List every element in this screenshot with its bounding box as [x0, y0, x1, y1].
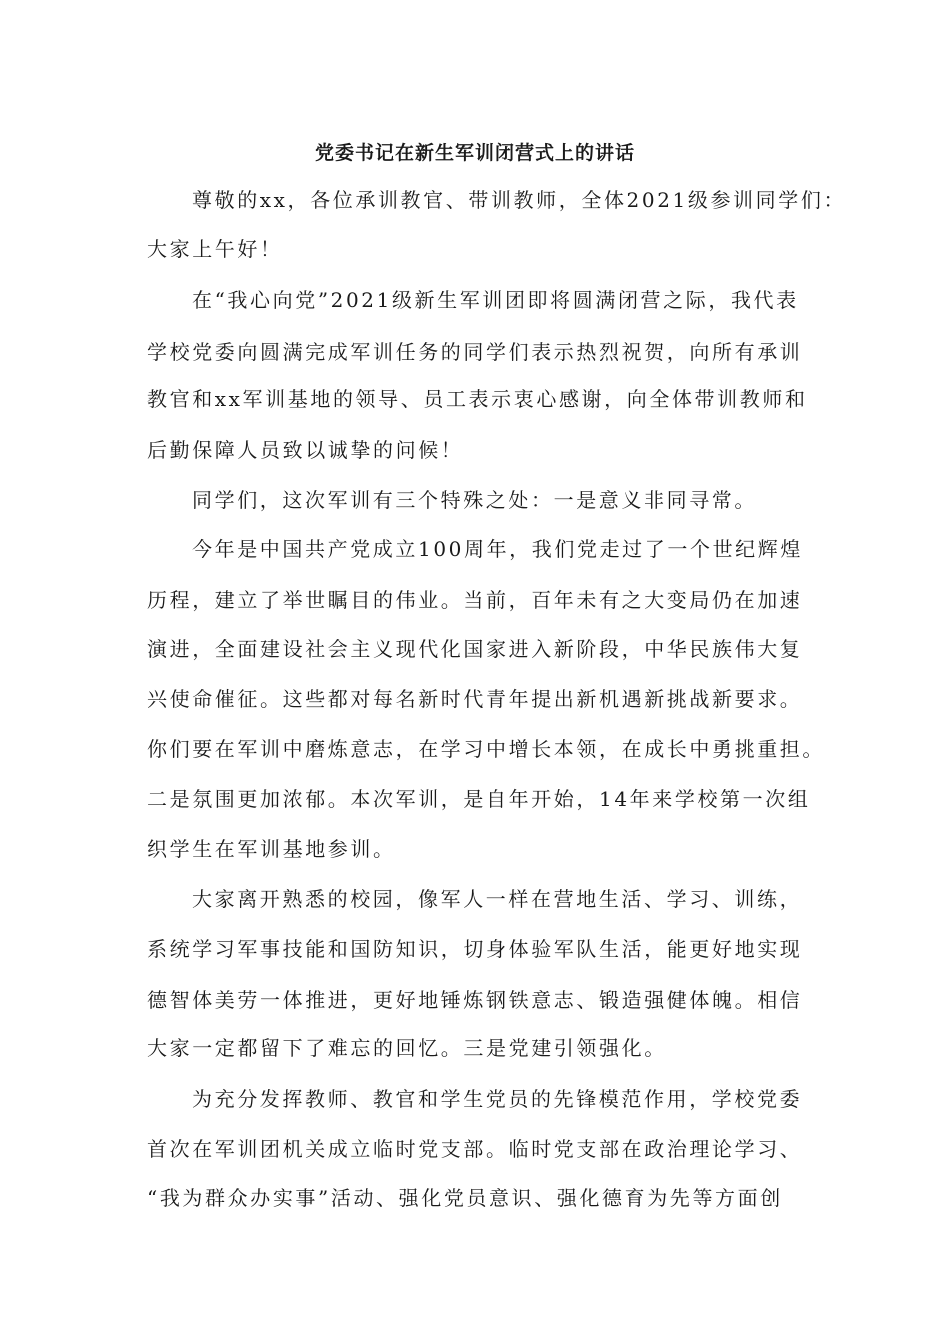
text-line: 大家一定都留下了难忘的回忆。三是党建引领强化。	[147, 1036, 667, 1060]
text-line: 首次在军训团机关成立临时党支部。临时党支部在政治理论学习、	[147, 1137, 803, 1161]
text-line: 大家上午好！	[147, 237, 283, 261]
text-line: 兴使命催征。这些都对每名新时代青年提出新机遇新挑战新要求。	[147, 687, 803, 711]
text-line: 尊敬的xx，各位承训教官、带训教师，全体2021级参训同学们：	[192, 188, 847, 212]
text-line: 后勤保障人员致以诚挚的问候！	[147, 438, 464, 462]
text-line: 在“我心向党”2021级新生军训团即将圆满闭营之际，我代表	[192, 288, 799, 312]
text-line: 德智体美劳一体推进，更好地锤炼钢铁意志、锻造强健体魄。相信	[147, 988, 803, 1012]
text-line: 系统学习军事技能和国防知识，切身体验军队生活，能更好地实现	[147, 937, 803, 961]
text-line: 大家离开熟悉的校园，像军人一样在营地生活、学习、训练，	[192, 887, 803, 911]
text-line: “我为群众办实事”活动、强化党员意识、强化德育为先等方面创	[147, 1186, 783, 1210]
text-line: 织学生在军训基地参训。	[147, 837, 396, 861]
document-title: 党委书记在新生军训闭营式上的讲话	[314, 142, 635, 164]
text-line: 今年是中国共产党成立100周年，我们党走过了一个世纪辉煌	[192, 537, 803, 561]
text-line: 同学们，这次军训有三个特殊之处：一是意义非同寻常。	[192, 488, 757, 512]
text-line: 学校党委向圆满完成军训任务的同学们表示热烈祝贺，向所有承训	[147, 340, 803, 364]
text-line: 历程，建立了举世瞩目的伟业。当前，百年未有之大变局仍在加速	[147, 588, 803, 612]
text-line: 为充分发挥教师、教官和学生党员的先锋模范作用，学校党委	[192, 1087, 803, 1111]
text-line: 教官和xx军训基地的领导、员工表示衷心感谢，向全体带训教师和	[147, 387, 808, 411]
text-line: 二是氛围更加浓郁。本次军训，是自年开始，14年来学校第一次组	[147, 787, 811, 811]
text-line: 演进，全面建设社会主义现代化国家进入新阶段，中华民族伟大复	[147, 637, 803, 661]
text-line: 你们要在军训中磨炼意志，在学习中增长本领，在成长中勇挑重担。	[147, 737, 825, 761]
